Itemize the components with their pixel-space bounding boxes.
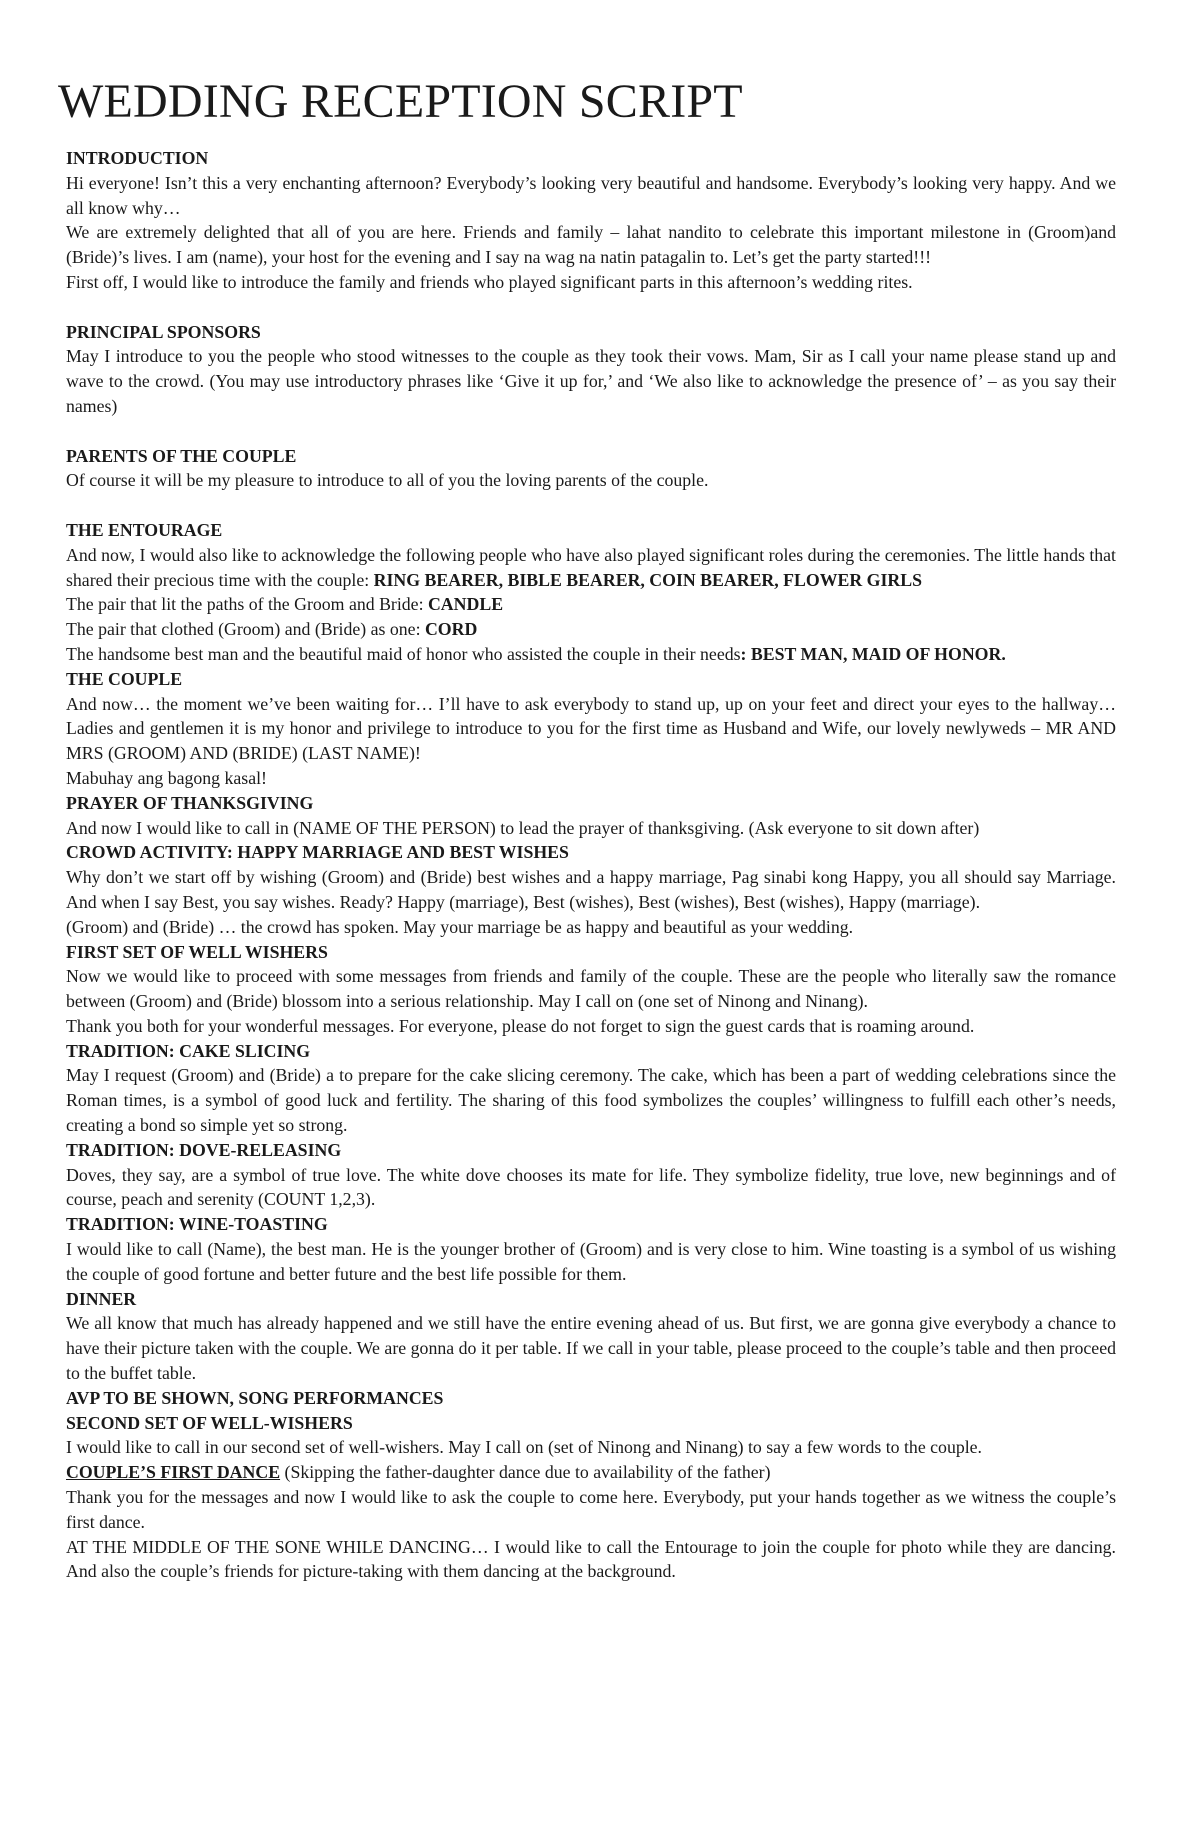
paragraph: And now I would like to call in (NAME OF THE PERSON) to lead the prayer of thanksgiving. (Ask everyone to sit down after) <box>66 817 980 838</box>
candle-role: CANDLE <box>427 594 504 615</box>
section-heading-dinner: DINNER <box>66 1288 137 1309</box>
section-heading-crowd-activity: CROWD ACTIVITY: HAPPY MARRIAGE AND BEST WISHES <box>66 842 569 863</box>
paragraph: We are extremely delighted that all of you are here. Friends and family – lahat nandito to celebrate this important milestone in (Groom)and (Bride)’s lives. I am (name), your host for the evening and I say na wag na natin patagalin to. Let’s get the party started!!! <box>66 222 1116 268</box>
script-body <box>66 146 1116 1584</box>
page-title: WEDDING RECEPTION SCRIPT <box>58 75 743 128</box>
paragraph: Thank you for the messages and now I would like to ask the couple to come here. Everybody, put your hands together as we witness the couple’s first dance. <box>66 1487 1116 1532</box>
paragraph: May I request (Groom) and (Bride) a to prepare for the cake slicing ceremony. The cake, which has been a part of wedding celebrations since the Roman times, is a symbol of good luck and fertility. The sharing of this food symbolizes the couples’ willingness to fulfill each other’s needs, creating a bond so simple yet so strong. <box>66 1065 1116 1136</box>
section-heading-introduction: INTRODUCTION <box>66 148 209 168</box>
paragraph: I would like to call (Name), the best man. He is the younger brother of (Groom) and is very close to him. Wine toasting is a symbol of us wishing the couple of good fortune and better future and the best life possible for them. <box>66 1239 1116 1284</box>
section-heading-first-well-wishers: FIRST SET OF WELL WISHERS <box>66 941 328 962</box>
paragraph: Why don’t we start off by wishing (Groom) and (Bride) best wishes and a happy marriage, Pag sinabi kong Happy, you all should say Marriage. And when I say Best, you say wishes. Ready? Happy (marriage), Best (wishes), Best (wishes), Best (wishes), Happy (marriage). <box>66 867 1116 912</box>
paragraph: May I introduce to you the people who stood witnesses to the couple as they took their vows. Mam, Sir as I call your name please stand up and wave to the crowd. (You may use introductory phrases like ‘Give it up for,’ and ‘We also like to acknowledge the presence of’ – as you say their names) <box>66 346 1116 416</box>
first-dance-heading-line <box>66 1460 1116 1485</box>
section-heading-second-well-wishers: SECOND SET OF WELL-WISHERS <box>66 1412 353 1433</box>
section-heading-the-couple: THE COUPLE <box>66 668 183 689</box>
paragraph-text: The pair that clothed (Groom) and (Bride) as one: <box>66 619 425 640</box>
paragraph: Hi everyone! Isn’t this a very enchanting afternoon? Everybody’s looking very beautiful and handsome. Everybody’s looking very happy. And we all know why… <box>66 172 1116 218</box>
spacer <box>66 295 1116 320</box>
section-heading-prayer: PRAYER OF THANKSGIVING <box>66 792 314 813</box>
spacer <box>66 419 1116 444</box>
paragraph: And now… the moment we’ve been waiting for… I’ll have to ask everybody to stand up, up on your feet and direct your eyes to the hallway… Ladies and gentlemen it is my honor and privilege to introduce to you for the first time as Husband and Wife, our lovely newlyweds – MR AND MRS (GROOM) AND (BRIDE) (LAST NAME)! <box>66 693 1116 764</box>
section-heading-first-dance: COUPLE’S FIRST DANCE <box>66 1462 281 1483</box>
paragraph: Mabuhay ang bagong kasal! <box>66 767 267 788</box>
best-man-role: : BEST MAN, MAID OF HONOR. <box>740 643 1006 664</box>
entourage-roles: RING BEARER, BIBLE BEARER, COIN BEARER, FLOWER GIRLS <box>373 569 922 590</box>
paragraph: AT THE MIDDLE OF THE SONE WHILE DANCING… I would like to call the Entourage to join the couple for photo while they are dancing. And also the couple’s friends for picture-taking with them dancing at the background. <box>66 1536 1116 1582</box>
document-page <box>58 72 1116 1584</box>
paragraph <box>66 642 1116 667</box>
paragraph: First off, I would like to introduce the family and friends who played significant parts in this afternoon’s wedding rites. <box>66 271 913 292</box>
paragraph-text: And now, I would also like to acknowledge the following people who have also played significant roles during the ceremonies. The little hands that shared their precious time with the couple: <box>66 544 1116 590</box>
paragraph: (Groom) and (Bride) … the crowd has spoken. May your marriage be as happy and beautiful as your wedding. <box>66 916 854 937</box>
paragraph <box>66 543 1116 593</box>
paragraph: I would like to call in our second set of well-wishers. May I call on (set of Ninong and Ninang) to say a few words to the couple. <box>66 1437 983 1458</box>
paragraph: Thank you both for your wonderful messages. For everyone, please do not forget to sign the guest cards that is roaming around. <box>66 1015 975 1036</box>
section-heading-entourage: THE ENTOURAGE <box>66 519 223 540</box>
section-heading-dove-releasing: TRADITION: DOVE-RELEASING <box>66 1139 342 1160</box>
paragraph <box>66 592 1116 617</box>
paragraph: We all know that much has already happened and we still have the entire evening ahead of us. But first, we are gonna give everybody a chance to have their picture taken with the couple. We are gonna do it per table. If we call in your table, please proceed to the couple’s table and then proceed to the buffet table. <box>66 1313 1116 1384</box>
paragraph-text: The pair that lit the paths of the Groom and Bride: <box>66 594 428 615</box>
cord-role: CORD <box>424 619 478 640</box>
section-heading-wine-toasting: TRADITION: WINE-TOASTING <box>66 1214 328 1235</box>
paragraph <box>66 617 1116 642</box>
section-heading-avp: AVP TO BE SHOWN, SONG PERFORMANCES <box>66 1387 444 1408</box>
spacer <box>66 493 1116 518</box>
section-heading-parents: PARENTS OF THE COUPLE <box>66 445 297 466</box>
paragraph: Of course it will be my pleasure to introduce to all of you the loving parents of the couple. <box>66 470 709 491</box>
section-heading-cake-slicing: TRADITION: CAKE SLICING <box>66 1040 311 1061</box>
section-heading-principal-sponsors: PRINCIPAL SPONSORS <box>66 321 261 342</box>
paragraph: Now we would like to proceed with some messages from friends and family of the couple. These are the people who literally saw the romance between (Groom) and (Bride) blossom into a serious relationship. May I call on (one set of Ninong and Ninang). <box>66 966 1116 1012</box>
first-dance-note: (Skipping the father-daughter dance due to availability of the father) <box>280 1462 771 1483</box>
paragraph: Doves, they say, are a symbol of true love. The white dove chooses its mate for life. They symbolize fidelity, true love, new beginnings and of course, peach and serenity (COUNT 1,2,3). <box>66 1164 1116 1210</box>
paragraph-text: The handsome best man and the beautiful maid of honor who assisted the couple in their needs <box>66 643 741 664</box>
